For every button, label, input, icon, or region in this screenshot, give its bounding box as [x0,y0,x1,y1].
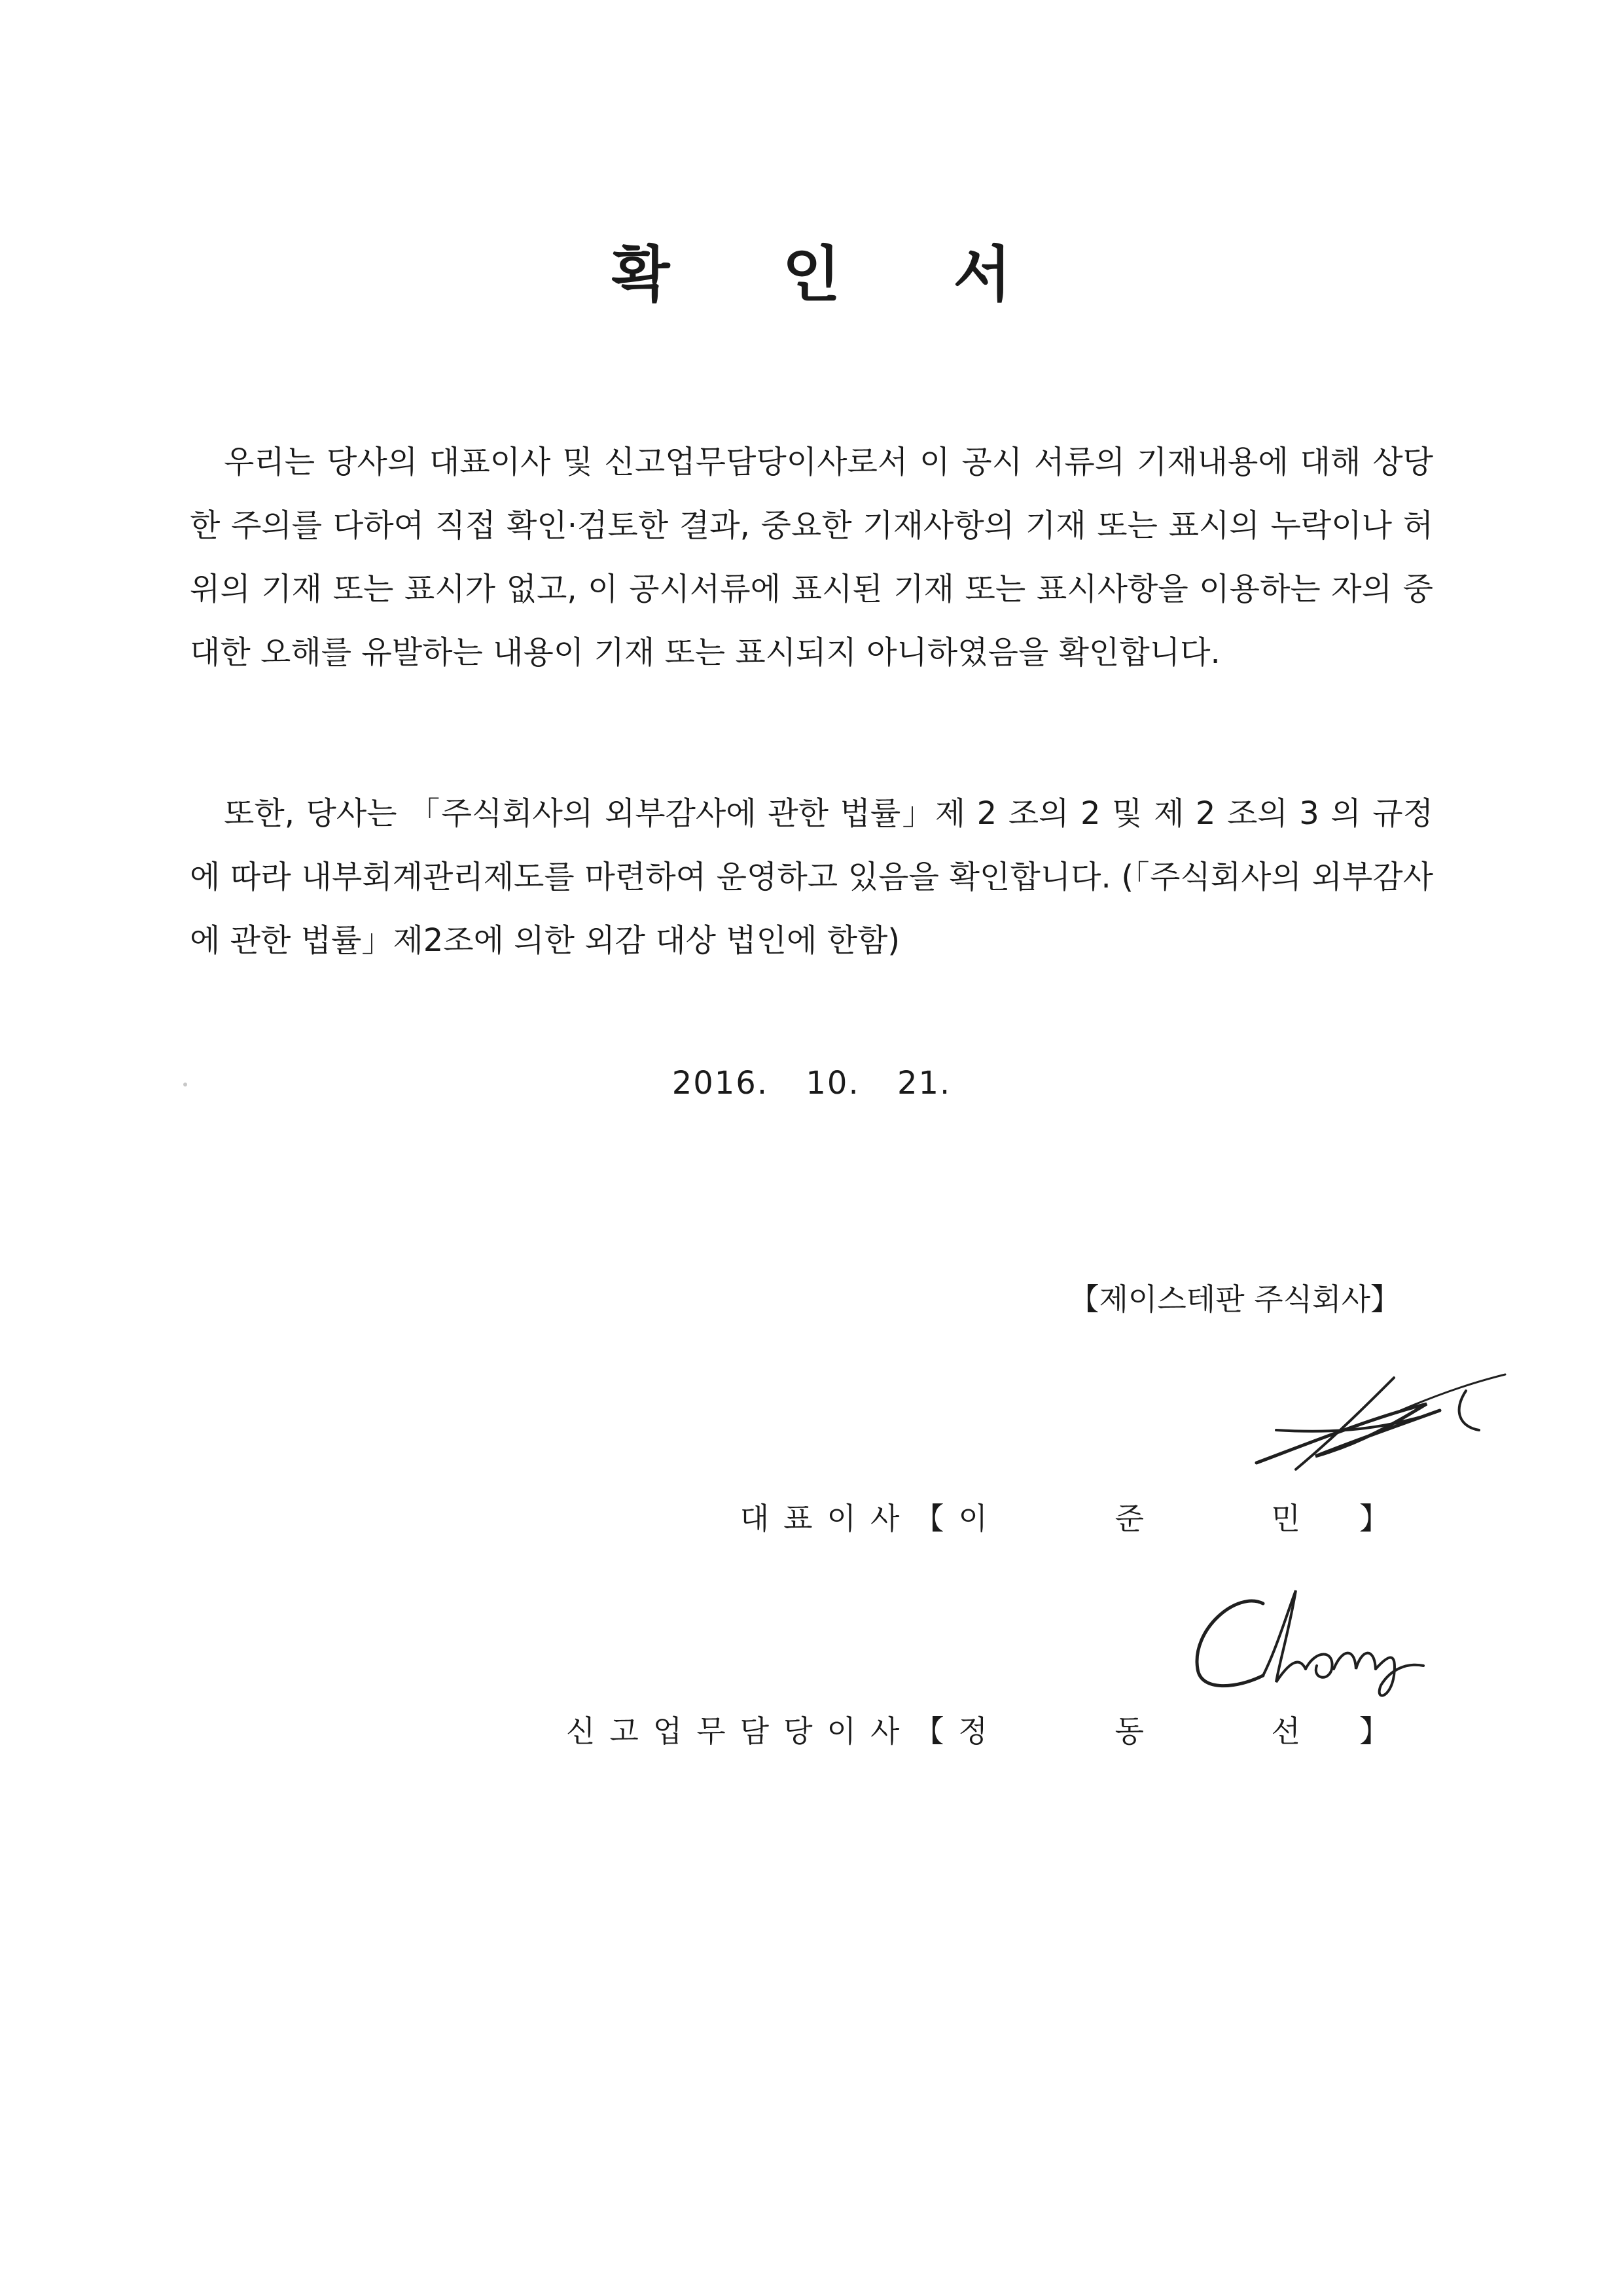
disclosure-officer-signature-line [566,1708,1404,1754]
internal-control-paragraph: 또한, 당사는 「주식회사의 외부감사에 관한 법률」제 2 조의 2 및 제 2 조의 3 의 규정에 따라 내부회계관리제도를 마련하여 운영하고 있음을 확인합니다. (「주식회사의 외부감사에 관한 법률」제2조에 의한 외감 대상 법인에 한함) [190,795,1433,959]
confirmation-paragraph: 우리는 당사의 대표이사 및 신고업무담당이사로서 이 공시 서류의 기재내용에 대해 상당한 주의를 다하여 직접 확인·검토한 결과, 중요한 기재사항의 기재 또는 표시의 누락이나 허위의 기재 또는 표시가 없고, 이 공시서류에 표시된 기재 또는 표시사항을 이용하는 자의 중대한 오해를 유발하는 내용이 기재 또는 표시되지 아니하였음을 확인합니다. [190,444,1433,671]
ceo-bracket-open: 【 [914,1501,959,1536]
disclosure-officer-role: 신고업무담당이사 [565,1713,914,1749]
disclosure-officer-name: 정 동 선 [958,1713,1359,1749]
document-date: 2016. 10. 21. [671,1065,952,1102]
ceo-bracket-close: 】 [1359,1501,1404,1536]
ceo-signature-line [740,1496,1404,1541]
ceo-name: 이 준 민 [958,1501,1359,1536]
disclosure-officer-bracket-close: 】 [1359,1713,1404,1749]
chong-signature-icon [1165,1577,1427,1708]
disclosure-officer-bracket-open: 【 [914,1713,959,1749]
ceo-role: 대표이사 [740,1501,914,1536]
document-title: 확 인 서 [611,240,1058,310]
company-name: 【제이스테판 주식회사】 [1069,1282,1400,1317]
handwritten-signature-icon [1230,1365,1518,1482]
